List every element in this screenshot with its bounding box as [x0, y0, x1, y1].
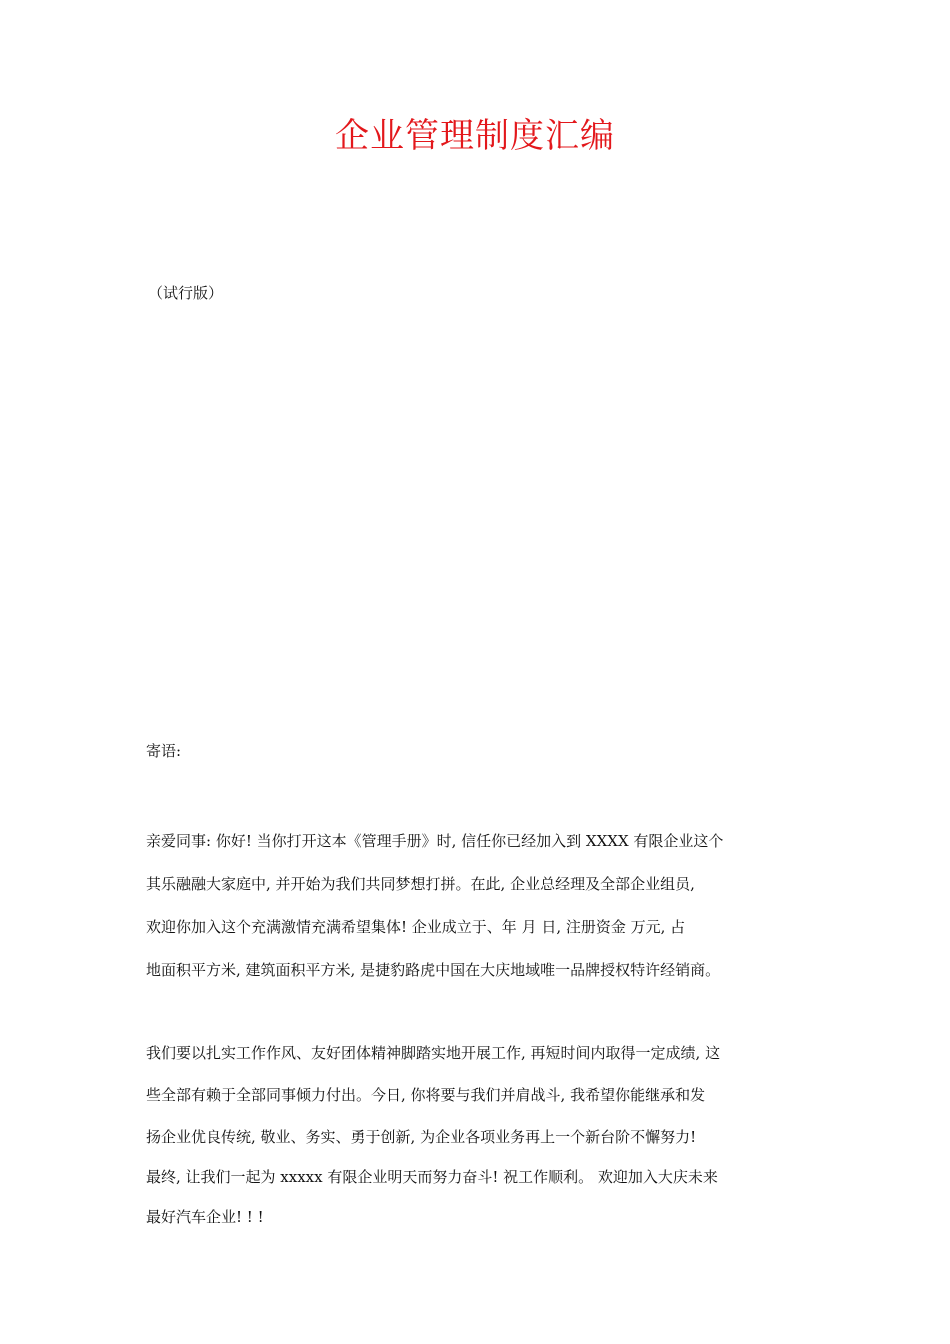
paragraph-line: 最好汽车企业! ! !	[146, 1208, 264, 1226]
paragraph-line: 欢迎你加入这个充满激情充满希望集体! 企业成立于、年 月 日, 注册资金 万元, 占	[146, 918, 686, 936]
document-title: 企业管理制度汇编	[335, 116, 615, 156]
paragraph-line: 亲爱同事: 你好! 当你打开这本《管理手册》时, 信任你已经加入到 XXXX 有限企业这个	[146, 832, 724, 850]
greeting-paragraph-2	[146, 1042, 846, 1246]
paragraph-line: 些全部有赖于全部同事倾力付出。今日, 你将要与我们并肩战斗, 我希望你能继承和发	[146, 1086, 706, 1104]
paragraph-line: 我们要以扎实工作作风、友好团体精神脚踏实地开展工作, 再短时间内取得一定成绩, 这	[146, 1044, 721, 1062]
paragraph-line: 扬企业优良传统, 敬业、务实、勇于创新, 为企业各项业务再上一个新台阶不懈努力!	[146, 1128, 697, 1146]
paragraph-line: 其乐融融大家庭中, 并开始为我们共同梦想打拼。在此, 企业总经理及全部企业组员,	[146, 875, 695, 893]
greeting-paragraph-1	[146, 830, 846, 1002]
greeting-heading: 寄语:	[146, 742, 182, 760]
paragraph-line: 最终, 让我们一起为 xxxxx 有限企业明天而努力奋斗! 祝工作顺利。 欢迎加入大庆未来	[146, 1168, 718, 1186]
edition-label: （试行版）	[148, 284, 224, 302]
paragraph-line: 地面积平方米, 建筑面积平方米, 是捷豹路虎中国在大庆地域唯一品牌授权特许经销商。	[146, 961, 721, 979]
